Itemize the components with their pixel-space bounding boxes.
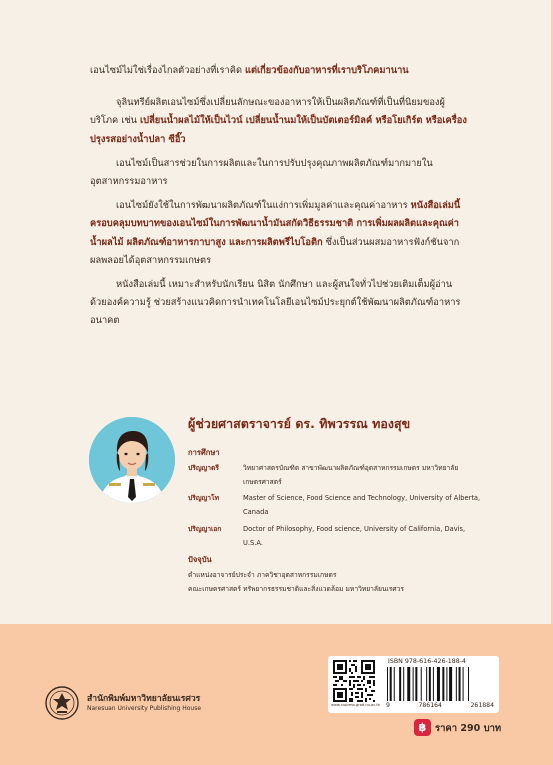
blurb-paragraph-3: เอนไซม์เป็นสารช่วยในการผลิตและในการปรับปรุงคุณภาพผลิตภัณฑ์มากมายในอุตสาหกรรมอาหาร [90, 157, 433, 188]
blurb-paragraph-5: หนังสือเล่มนี้ เหมาะสำหรับนักเรียน นิสิต นักศึกษา และผู้สนใจทั่วไปช่วยเติมเต็มผู้อ่านด้วยองค์ความรู้ ช่วยสร้างแนวคิดการนำเทคโนโลยีเอนไซม์ประยุกต์ใช้พัฒนาผลิตภัณฑ์อาหารอนาคต [90, 279, 461, 327]
current-position [188, 569, 488, 596]
barcode-digits [386, 701, 494, 709]
degree-label: ปริญญาตรี [188, 464, 219, 472]
barcode-icon [386, 667, 494, 701]
current-position-label: ปัจจุบัน [188, 555, 212, 564]
current-position-line: คณะเกษตรศาสตร์ ทรัพยากรธรรมชาติและสิ่งแวดล้อม มหาวิทยาลัยนเรศวร [188, 584, 404, 593]
barcode-digit-group: 786164 [418, 701, 442, 709]
degree-label: ปริญญาเอก [188, 525, 222, 533]
degree-label: ปริญญาโท [188, 494, 219, 502]
barcode-digit-group: 9 [386, 701, 390, 709]
degree-institution: Master of Science, Food Science and Technology, University of Alberta, Canada [243, 494, 481, 516]
isbn-text: ISBN 978-616-426-188-4 [388, 658, 467, 665]
education-row [188, 492, 488, 520]
university-seal-icon [45, 686, 79, 720]
barcode-digit-group: 261884 [470, 701, 494, 709]
price-text: ราคา 290 บาท [435, 723, 502, 734]
education-label: การศึกษา [188, 448, 220, 457]
author-name: ผู้ช่วยศาสตราจารย์ ดร. ทิพวรรณ ทองสุข [188, 416, 411, 431]
degree-institution: วิทยาศาสตรบัณฑิต สาขาพัฒนาผลิตภัณฑ์อุตสาหกรรมเกษตร มหาวิทยาลัยเกษตรศาสตร์ [243, 464, 459, 486]
qr-code-icon [333, 660, 375, 702]
current-position-line: ตำแหน่งอาจารย์ประจำ ภาควิชาอุตสาหกรรมเกษตร [188, 571, 337, 579]
baht-icon: ฿ [414, 719, 431, 736]
education-row [188, 523, 488, 551]
blurb [90, 62, 468, 337]
publisher-name-th: สำนักพิมพ์มหาวิทยาลัยนเรศวร [87, 694, 201, 704]
qr-url: www.nupress.grad.nu.ac.th [331, 703, 381, 707]
publisher-name-en: Naresuan University Publishing House [87, 705, 202, 712]
blurb-paragraph-4: เอนไซม์ยังใช้ในการพัฒนาผลิตภัณฑ์ในแง่การเพิ่มมูลค่าและคุณค่าอาหาร หนังสือเล่มนี้ครอบคลุมบทบาทของเอนไซม์ในการพัฒนาน้ำมันสกัดวิธีธรรมชาติ การเพิ่มผลผลิตและคุณค่าน้ำผลไม้ ผลิตภัณฑ์อาหารกาบาสูง และการผลิตพรีไบโอติก ซึ่งเป็นส่วนผสมอาหารฟังก์ชันจากผลพลอยได้อุตสาหกรรมเกษตร [90, 200, 461, 266]
blurb-paragraph-1: เอนไซม์ไม่ใช่เรื่องไกลตัวอย่างที่เราคิด แต่เกี่ยวข้องกับอาหารที่เราบริโภคมานาน [90, 65, 409, 76]
degree-institution: Doctor of Philosophy, Food science, University of California, Davis, U.S.A. [243, 525, 466, 547]
blurb-paragraph-2: จุลินทรีย์ผลิตเอนไซม์ซึ่งเปลี่ยนลักษณะของอาหารให้เป็นผลิตภัณฑ์ที่เป็นที่นิยมของผู้บริโภค เช่น เปลี่ยนน้ำผลไม้ให้เป็นไวน์ เปลี่ยนน้ำนมให้เป็นบัตเตอร์มิลค์ หรือโยเกิร์ต หรือเครื่องปรุงรสอย่างน้ำปลา ซีอิ๊ว [90, 97, 467, 145]
barcode-panel [328, 656, 499, 713]
author-photo [89, 417, 175, 503]
education-row [188, 462, 488, 490]
